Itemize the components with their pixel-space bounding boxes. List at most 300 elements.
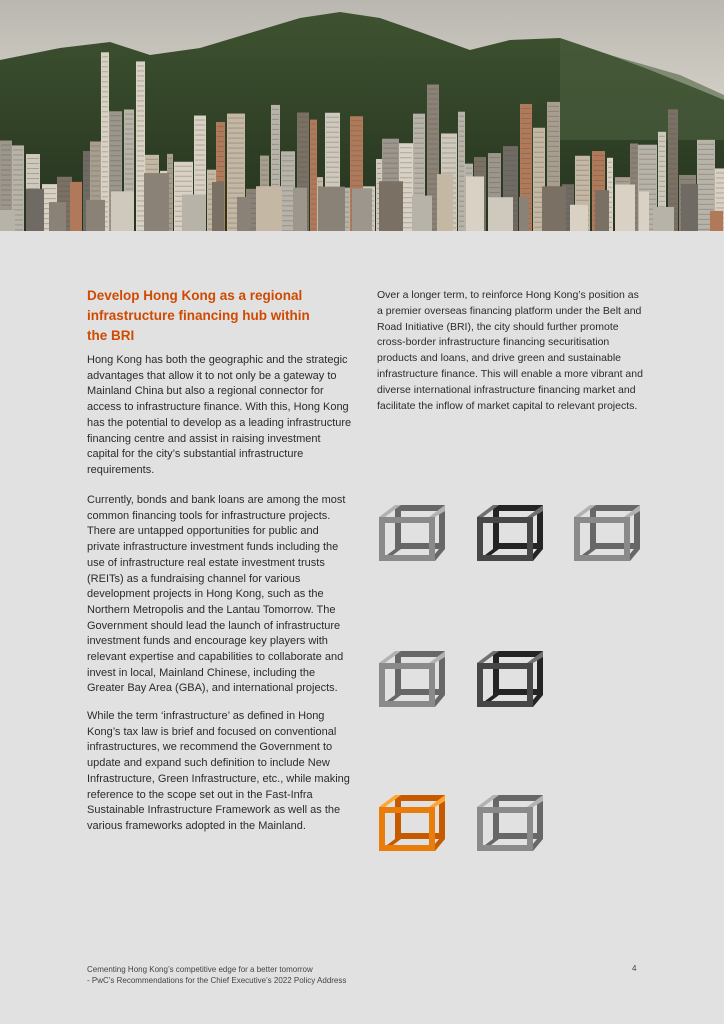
- building-window-row: [84, 180, 89, 181]
- building-window-row: [521, 108, 531, 109]
- cube-bar: [574, 517, 580, 561]
- building-window-row: [137, 115, 144, 116]
- building: [488, 197, 513, 231]
- building-window-row: [548, 136, 559, 137]
- building-window-row: [548, 111, 559, 112]
- building-window-row: [576, 195, 589, 196]
- building-window-row: [272, 179, 279, 180]
- building: [570, 205, 588, 231]
- building-window-row: [195, 185, 205, 186]
- building-window-row: [377, 168, 381, 169]
- building-window-row: [326, 182, 339, 183]
- building-window-row: [400, 177, 412, 178]
- building-window-row: [137, 185, 144, 186]
- building-window-row: [125, 118, 133, 119]
- building-window-row: [326, 137, 339, 138]
- building-window-row: [698, 204, 714, 205]
- building-window-row: [282, 215, 294, 216]
- cube-bar: [395, 795, 445, 801]
- building-window-row: [669, 128, 677, 129]
- building-window-row: [326, 177, 339, 178]
- building-window-row: [217, 151, 224, 152]
- building-window-row: [459, 206, 464, 207]
- building-window-row: [475, 161, 485, 162]
- building-window-row: [228, 123, 244, 124]
- building-window-row: [137, 190, 144, 191]
- building-window-row: [716, 177, 724, 178]
- building-window-row: [110, 160, 121, 161]
- building-window-row: [326, 167, 339, 168]
- building: [0, 210, 15, 231]
- building-window-row: [102, 86, 108, 87]
- building: [237, 197, 251, 231]
- building-window-row: [548, 146, 559, 147]
- building-window-row: [91, 195, 100, 196]
- building-window-row: [228, 168, 244, 169]
- building-window-row: [659, 141, 665, 142]
- footer-subtitle: - PwC’s Recommendations for the Chief Executive’s 2022 Policy Address: [87, 976, 347, 985]
- section-heading: Develop Hong Kong as a regional infrastructure financing hub within the BRI: [87, 288, 310, 343]
- building-window-row: [282, 210, 294, 211]
- building-window-row: [137, 100, 144, 101]
- building-window-row: [91, 185, 100, 186]
- building-window-row: [272, 174, 279, 175]
- building-window-row: [125, 123, 133, 124]
- building-window-row: [298, 186, 308, 187]
- building: [86, 200, 105, 231]
- building-window-row: [716, 207, 724, 208]
- building-window-row: [521, 118, 531, 119]
- building-window-row: [459, 136, 464, 137]
- building-window-row: [659, 166, 665, 167]
- building-window-row: [102, 91, 108, 92]
- building-window-row: [548, 151, 559, 152]
- building-window-row: [576, 200, 589, 201]
- building-window-row: [669, 158, 677, 159]
- building-window-row: [110, 170, 121, 171]
- building-window-row: [659, 191, 665, 192]
- building-window-row: [272, 169, 279, 170]
- building-window-row: [351, 165, 362, 166]
- building-window-row: [102, 131, 108, 132]
- cube-bar: [527, 517, 533, 561]
- building-window-row: [698, 144, 714, 145]
- building-window-row: [110, 135, 121, 136]
- building-window-row: [91, 145, 100, 146]
- building-window-row: [631, 178, 637, 179]
- building-window-row: [27, 173, 39, 174]
- building-window-row: [459, 141, 464, 142]
- building-window-row: [195, 165, 205, 166]
- building-window-row: [175, 186, 192, 187]
- building-window-row: [466, 173, 472, 174]
- building-window-row: [228, 118, 244, 119]
- building-window-row: [217, 146, 224, 147]
- building-window-row: [351, 170, 362, 171]
- building-window-row: [504, 150, 517, 151]
- building-window-row: [102, 126, 108, 127]
- building-window-row: [195, 155, 205, 156]
- building-window-row: [459, 171, 464, 172]
- building-window-row: [102, 66, 108, 67]
- building-window-row: [534, 162, 544, 163]
- building-window-row: [608, 162, 612, 163]
- building-window-row: [84, 160, 89, 161]
- building-window-row: [459, 116, 464, 117]
- cube-bar: [590, 543, 640, 549]
- paragraph-gateway: Hong Kong has both the geographic and the strategic advantages that allow it to not only be a gateway to Mainland China but also a regional connector for access to infrastructure finance. With this, Hong Kong has the potential to develop as a leading infrastructure financing centre and assist in raising investment capital for the city’s substantial infrastructure requirements.: [87, 354, 352, 476]
- building-window-row: [534, 182, 544, 183]
- cube-bar: [429, 663, 435, 707]
- cube-bar: [379, 807, 435, 813]
- building-window-row: [608, 187, 612, 188]
- building-window-row: [1, 150, 11, 151]
- building-window-row: [414, 118, 424, 119]
- building-window-row: [311, 129, 316, 130]
- building-window-row: [137, 200, 144, 201]
- building-window-row: [414, 163, 424, 164]
- building-window-row: [659, 156, 665, 157]
- building-window-row: [110, 145, 121, 146]
- building-window-row: [383, 148, 398, 149]
- building-window-row: [84, 170, 89, 171]
- building-window-row: [534, 167, 544, 168]
- building-window-row: [459, 221, 464, 222]
- building-window-row: [311, 204, 316, 205]
- building-window-row: [195, 180, 205, 181]
- building-window-row: [110, 125, 121, 126]
- building: [639, 192, 649, 231]
- building-window-row: [400, 157, 412, 158]
- building-window-row: [110, 180, 121, 181]
- building-window-row: [282, 165, 294, 166]
- building-window-row: [428, 104, 438, 105]
- building-window-row: [414, 148, 424, 149]
- building-window-row: [102, 121, 108, 122]
- building-window-row: [137, 155, 144, 156]
- building-window-row: [102, 106, 108, 107]
- building-window-row: [669, 163, 677, 164]
- cube-bar: [493, 651, 543, 657]
- building-window-row: [272, 164, 279, 165]
- building-window-row: [298, 146, 308, 147]
- building-window-row: [125, 113, 133, 114]
- building-window-row: [282, 225, 294, 226]
- building-window-row: [137, 85, 144, 86]
- building-window-row: [311, 224, 316, 225]
- building-window-row: [698, 189, 714, 190]
- building-window-row: [698, 199, 714, 200]
- building-window-row: [400, 152, 412, 153]
- building-window-row: [311, 139, 316, 140]
- building-window-row: [698, 194, 714, 195]
- building-window-row: [631, 173, 637, 174]
- building-window-row: [504, 170, 517, 171]
- building-window-row: [659, 136, 665, 137]
- building-window-row: [576, 165, 589, 166]
- building-window-row: [298, 141, 308, 142]
- building-window-row: [521, 178, 531, 179]
- building-window-row: [298, 151, 308, 152]
- building-window-row: [125, 158, 133, 159]
- building-window-row: [459, 161, 464, 162]
- building-window-row: [282, 170, 294, 171]
- building-window-row: [195, 170, 205, 171]
- building-window-row: [548, 156, 559, 157]
- building-window-row: [489, 177, 500, 178]
- building-window-row: [282, 175, 294, 176]
- building-window-row: [125, 148, 133, 149]
- building-window-row: [91, 165, 100, 166]
- building-window-row: [639, 174, 656, 175]
- building-window-row: [195, 130, 205, 131]
- building: [293, 188, 307, 231]
- building-window-row: [311, 219, 316, 220]
- building-window-row: [459, 121, 464, 122]
- cube-icon: [377, 649, 447, 709]
- building: [437, 174, 453, 231]
- building: [49, 202, 66, 231]
- building-window-row: [576, 175, 589, 176]
- building-window-row: [489, 192, 500, 193]
- building-window-row: [110, 120, 121, 121]
- building-window-row: [351, 150, 362, 151]
- building: [653, 207, 674, 231]
- cube-icon: [475, 503, 545, 563]
- building-window-row: [137, 95, 144, 96]
- building-window-row: [326, 132, 339, 133]
- building-window-row: [13, 159, 23, 160]
- building-window-row: [351, 175, 362, 176]
- building-window-row: [13, 199, 23, 200]
- building-window-row: [195, 160, 205, 161]
- building-window-row: [326, 117, 339, 118]
- building-window-row: [261, 180, 268, 181]
- building: [70, 182, 82, 231]
- building-window-row: [521, 138, 531, 139]
- cube-bar: [477, 517, 533, 523]
- building-window-row: [414, 128, 424, 129]
- hero-skyline-image: [0, 0, 724, 231]
- building-window-row: [125, 183, 133, 184]
- cube-bar: [379, 845, 435, 851]
- building: [412, 196, 432, 231]
- building-window-row: [168, 158, 172, 159]
- cube-bar: [493, 795, 499, 839]
- building-window-row: [298, 176, 308, 177]
- building-window-row: [137, 125, 144, 126]
- building-window-row: [298, 156, 308, 157]
- cube-bar: [379, 555, 435, 561]
- building: [256, 186, 282, 231]
- building-window-row: [298, 166, 308, 167]
- building-window-row: [459, 151, 464, 152]
- building-window-row: [351, 125, 362, 126]
- building-window-row: [102, 151, 108, 152]
- building-window-row: [326, 127, 339, 128]
- building-window-row: [669, 183, 677, 184]
- building-window-row: [102, 101, 108, 102]
- building-window-row: [13, 184, 23, 185]
- building-window-row: [298, 121, 308, 122]
- building-window-row: [84, 190, 89, 191]
- building-window-row: [326, 122, 339, 123]
- building-window-row: [631, 183, 637, 184]
- building-window-row: [282, 220, 294, 221]
- cube-bar: [395, 651, 401, 695]
- building-window-row: [282, 185, 294, 186]
- building-window-row: [428, 149, 438, 150]
- building-window-row: [125, 143, 133, 144]
- building-window-row: [318, 181, 322, 182]
- building-window-row: [459, 131, 464, 132]
- building-window-row: [137, 145, 144, 146]
- building-window-row: [272, 134, 279, 135]
- building-window-row: [91, 150, 100, 151]
- building-window-row: [548, 181, 559, 182]
- building-window-row: [272, 184, 279, 185]
- building-window-row: [272, 124, 279, 125]
- building-window-row: [669, 143, 677, 144]
- building-window-row: [208, 174, 215, 175]
- building-window-row: [110, 150, 121, 151]
- building-window-row: [459, 176, 464, 177]
- building-window-row: [58, 191, 71, 192]
- building-window-row: [351, 120, 362, 121]
- building-window-row: [91, 170, 100, 171]
- building-window-row: [102, 181, 108, 182]
- building-window-row: [13, 174, 23, 175]
- building-window-row: [228, 178, 244, 179]
- building-window-row: [217, 131, 224, 132]
- cube-bar: [379, 517, 435, 523]
- building-window-row: [311, 179, 316, 180]
- building-window-row: [459, 201, 464, 202]
- cube-bar: [493, 795, 543, 801]
- building-window-row: [414, 193, 424, 194]
- building-window-row: [110, 155, 121, 156]
- building-window-row: [84, 185, 89, 186]
- building-window-row: [13, 169, 23, 170]
- building-window-row: [534, 142, 544, 143]
- building-window-row: [311, 184, 316, 185]
- building-window-row: [217, 161, 224, 162]
- building: [519, 197, 529, 231]
- building-window-row: [84, 195, 89, 196]
- building-window-row: [504, 175, 517, 176]
- building-window-row: [414, 153, 424, 154]
- building-window-row: [534, 137, 544, 138]
- building-window-row: [272, 149, 279, 150]
- building-window-row: [459, 166, 464, 167]
- building-window-row: [669, 123, 677, 124]
- building-window-row: [548, 116, 559, 117]
- building-window-row: [639, 189, 656, 190]
- building-window-row: [137, 90, 144, 91]
- building-window-row: [414, 158, 424, 159]
- building-window-row: [442, 172, 456, 173]
- building-window-row: [631, 148, 637, 149]
- building-window-row: [282, 195, 294, 196]
- building-window-row: [351, 160, 362, 161]
- building-window-row: [311, 164, 316, 165]
- building-window-row: [659, 161, 665, 162]
- building-window-row: [428, 184, 438, 185]
- cube-bar: [477, 517, 483, 561]
- building-window-row: [576, 185, 589, 186]
- building-window-row: [102, 71, 108, 72]
- building-window-row: [110, 190, 121, 191]
- cube-bar: [395, 505, 445, 511]
- building-window-row: [168, 163, 172, 164]
- building-window-row: [102, 171, 108, 172]
- building-window-row: [1, 190, 11, 191]
- building-window-row: [608, 182, 612, 183]
- building: [615, 185, 635, 231]
- building-window-row: [428, 144, 438, 145]
- building-window-row: [504, 190, 517, 191]
- building-window-row: [698, 164, 714, 165]
- cube-bar: [477, 555, 533, 561]
- building-window-row: [102, 61, 108, 62]
- building-window-row: [195, 150, 205, 151]
- building-window-row: [548, 106, 559, 107]
- building-window-row: [593, 155, 604, 156]
- building-window-row: [137, 75, 144, 76]
- building-window-row: [659, 181, 665, 182]
- building-window-row: [217, 156, 224, 157]
- cube-bar: [574, 517, 630, 523]
- building-window-row: [428, 94, 438, 95]
- building-window-row: [13, 204, 23, 205]
- building-window-row: [125, 128, 133, 129]
- building-window-row: [489, 157, 500, 158]
- cube-bar: [493, 505, 499, 549]
- building-window-row: [669, 173, 677, 174]
- building-window-row: [27, 158, 39, 159]
- cube-icon: [475, 793, 545, 853]
- building-window-row: [698, 169, 714, 170]
- page-number: 4: [632, 964, 637, 973]
- building-window-row: [102, 76, 108, 77]
- building-window-row: [272, 144, 279, 145]
- building-window-row: [639, 154, 656, 155]
- building-window-row: [146, 164, 158, 165]
- building-window-row: [217, 171, 224, 172]
- building-window-row: [459, 196, 464, 197]
- building-window-row: [102, 146, 108, 147]
- building-window-row: [608, 172, 612, 173]
- building-window-row: [272, 159, 279, 160]
- building-window-row: [102, 191, 108, 192]
- building-window-row: [137, 110, 144, 111]
- building: [182, 195, 206, 231]
- building-window-row: [428, 134, 438, 135]
- building-window-row: [698, 174, 714, 175]
- building: [352, 188, 372, 231]
- building-window-row: [311, 159, 316, 160]
- building-window-row: [521, 143, 531, 144]
- building: [212, 182, 224, 231]
- cube-bar: [493, 543, 543, 549]
- building-window-row: [716, 202, 724, 203]
- building-window-row: [659, 196, 665, 197]
- building-window-row: [351, 180, 362, 181]
- cube-bar: [477, 807, 533, 813]
- building-window-row: [137, 135, 144, 136]
- building-window-row: [228, 138, 244, 139]
- building-window-row: [669, 153, 677, 154]
